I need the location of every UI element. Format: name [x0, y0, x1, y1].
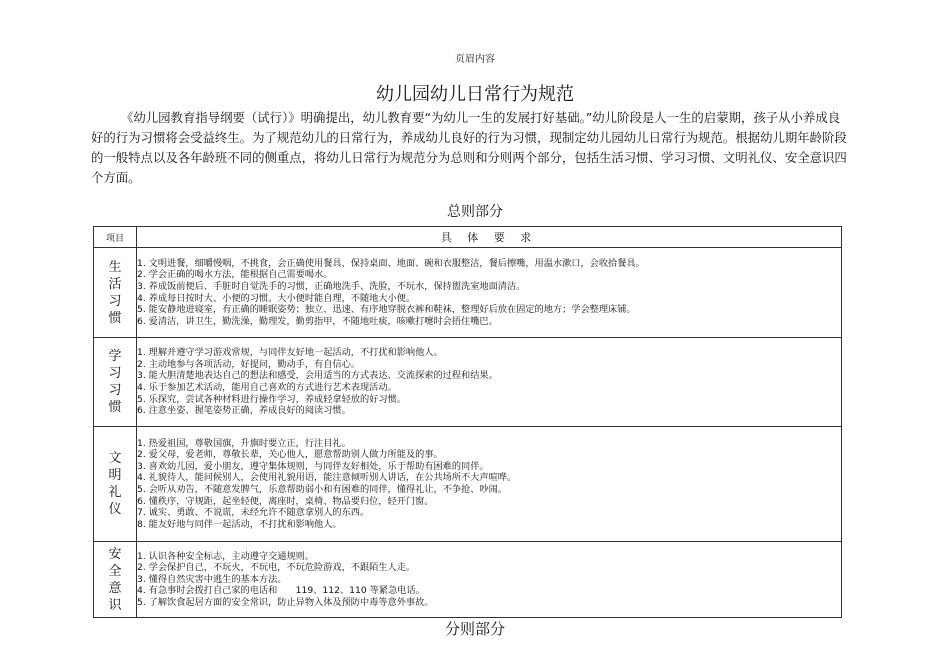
requirements-study-habits	[137, 338, 842, 427]
list-item: 2. 爱父母，爱老师，尊敬长辈，关心他人，愿意帮助别人做力所能及的事。	[137, 449, 443, 461]
list-item: 6. 爱清洁，讲卫生，勤洗澡，勤理发，勤剪指甲，不随地吐痰，咳嗽打嚏时会捂住嘴巴。	[137, 315, 498, 327]
list-item: 7. 诚实、勇敢、不说谎，未经允许不随意拿别人的东西。	[137, 507, 370, 519]
section-title-general: 总则部分	[447, 204, 503, 220]
list-item: 1. 文明进餐，细嚼慢咽，不挑食，会正确使用餐具，保持桌面、地面、碗和衣服整洁，餐后擦嘴，用温水漱口，会收拾餐具。	[137, 257, 645, 269]
table-row-living-habits	[94, 248, 842, 338]
list-item: 3. 能大胆清楚地表达自己的想法和感受，会用适当的方式表达、交流探索的过程和结果。	[137, 370, 498, 382]
section-title-detail: 分则部分	[444, 620, 505, 638]
list-item: 5. 能安静地进寝室，有正确的睡眠姿势；独立、迅速、有序地穿脱衣裤和鞋袜，整理好后放在固定的地方；学会整理床铺。	[137, 304, 636, 316]
category-living-habits: 生 活 习 惯	[94, 248, 137, 338]
list-item: 2. 主动地参与各项活动，好提问，勤动手，有自信心。	[137, 358, 360, 370]
category-etiquette: 文 明 礼 仪	[94, 427, 137, 542]
list-item: 1. 认识各种安全标志，主动遵守交通规则。	[137, 550, 315, 562]
list-item: 6. 懂秩序，守规距，起坐轻便，离座时，桌椅、物品要归位，轻开门窗。	[137, 495, 434, 507]
category-study-habits: 学 习 习 惯	[94, 338, 137, 427]
list-item: 5. 了解饮食起居方面的安全常识，防止异物入体及预防中毒等意外事故。	[137, 596, 434, 608]
document-title: 幼儿园幼儿日常行为规范	[376, 84, 574, 105]
table-row-etiquette	[94, 427, 842, 542]
list-item: 4. 有急事时会拨打自己家的电话和 119、112、110 等紧急电话。	[137, 585, 425, 597]
table-row-safety	[94, 542, 842, 618]
list-item: 5. 乐探究，尝试各种材料进行操作学习，养成轻拿轻放的好习惯。	[137, 393, 406, 405]
list-item: 2. 学会保护自己，不玩火，不玩电，不玩危险游戏，不跟陌生人走。	[137, 562, 416, 574]
header-item: 项目	[94, 227, 137, 248]
page-header: 页眉内容	[455, 54, 495, 65]
intro-paragraph: 《幼儿园教育指导纲要（试行）》明确提出，幼儿教育要“为幼儿一生的发展打好基础。”幼儿阶段是人一生的启蒙期，孩子从小养成良好的行为习惯将会受益终生。为了规范幼儿的日常行为，养成幼儿良好的行为习惯，现制定幼儿园幼儿日常行为规范。根据幼儿期年龄阶段的一般特点以及各年龄班不同的侧重点，将幼儿日常行为规范分为总则和分则两个部分，包括生活习惯、学习习惯、文明礼仪、安全意识四个方面。	[91, 110, 847, 185]
list-item: 1. 理解并遵守学习游戏常规，与同伴友好地一起活动，不打扰和影响他人。	[137, 347, 443, 359]
requirements-safety	[137, 542, 842, 618]
list-item: 3. 养成饭前便后、手脏时自觉洗手的习惯，正确地洗手、洗脸，不玩水，保持盥洗室地面清洁。	[137, 280, 526, 292]
header-requirement: 具 体 要 求	[137, 227, 842, 248]
table-row-study-habits	[94, 338, 842, 427]
list-item: 2. 学会正确的喝水方法，能根据自己需要喝水。	[137, 269, 333, 281]
list-item: 4. 乐于参加艺术活动，能用自己喜欢的方式进行艺术表现活动。	[137, 382, 397, 393]
list-item: 8. 能友好地与同伴一起活动，不打扰和影响他人。	[137, 518, 342, 530]
requirements-living-habits	[137, 248, 842, 338]
rules-table	[93, 226, 842, 618]
list-item: 1. 热爱祖国，尊敬国旗，升旗时要立正，行注目礼。	[137, 437, 351, 449]
table-header-row	[94, 227, 842, 248]
list-item: 3. 喜欢幼儿园，爱小朋友，遵守集体规则，与同伴友好相处，乐于帮助有困难的同伴。	[137, 460, 489, 472]
category-safety: 安 全 意 识	[94, 542, 137, 618]
list-item: 5. 会听从劝告，不随意发脾气，乐意帮助弱小和有困难的同伴，懂得礼让，不争抢、吵闹。	[137, 484, 507, 495]
list-item: 6. 注意坐姿、握笔姿势正确，养成良好的阅读习惯。	[137, 405, 351, 417]
list-item: 3. 懂得自然灾害中逃生的基本方法。	[137, 573, 287, 585]
requirements-etiquette	[137, 427, 842, 542]
list-item: 4. 礼貌待人，能问候别人，会使用礼貌用语，能注意倾听别人讲话，在公共场所不大声喧哗。	[137, 472, 517, 484]
list-item: 4. 养成每日按时大、小便的习惯。大小便时能自理，不随地大小便。	[137, 292, 416, 304]
